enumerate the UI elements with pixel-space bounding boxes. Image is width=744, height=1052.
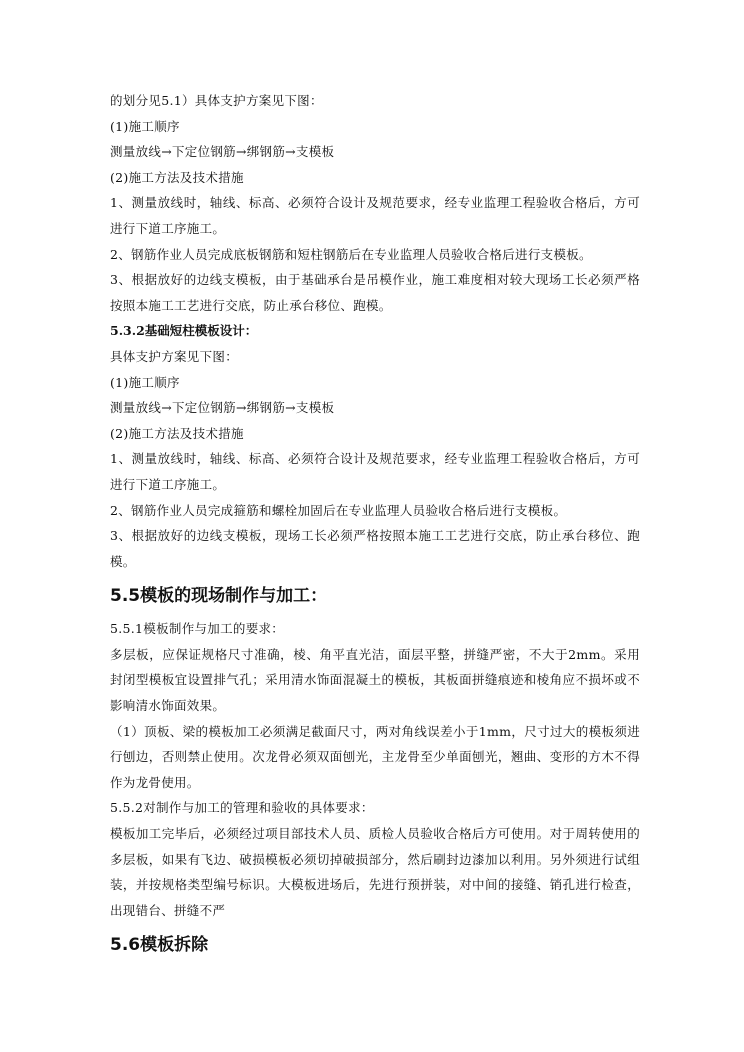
paragraph: 3、根据放好的边线支模板，现场工长必须严格按照本施工工艺进行交底，防止承台移位、跑模。 (110, 528, 640, 569)
text-line: 具体支护方案见下图： (110, 348, 239, 364)
text-line: (2)施工方法及技术措施 (110, 425, 244, 441)
paragraph: 1、测量放线时，轴线、标高、必须符合设计及规范要求，经专业监理工程验收合格后，方可进行下道工序施工。 (110, 195, 640, 236)
text-line: 测量放线→下定位钢筋→绑钢筋→支模板 (110, 400, 335, 416)
paragraph: 多层板，应保证规格尺寸准确，棱、角平直光洁，面层平整，拼缝严密，不大于2mm。采用封闭型模板宜设置排气孔；采用清水饰面混凝土的模板，其板面拼缝痕迹和棱角应不损坏或不影响清水饰面效果。 (110, 646, 640, 714)
paragraph: 模板加工完毕后，必须经过项目部技术人员、质检人员验收合格后方可使用。对于周转使用的多层板，如果有飞边、破损模板必须切掉破损部分，然后刷封边漆加以利用。另外须进行试组装，并按规格类型编号标识。大模板进场后，先进行预拼装，对中间的接缝、销孔进行检查，出现错台、拼缝不严 (110, 826, 640, 918)
text-line: 测量放线→下定位钢筋→绑钢筋→支模板 (110, 144, 335, 160)
section-heading-5-5: 5.5模板的现场制作与加工： (110, 586, 328, 607)
subsection-heading-5-5-2: 5.5.2对制作与加工的管理和验收的具体要求： (110, 800, 374, 816)
section-heading-5-3-2: 5.3.2基础短柱模板设计： (110, 323, 258, 339)
text-line: (1)施工顺序 (110, 118, 180, 134)
paragraph: （1）顶板、梁的模板加工必须满足截面尺寸，两对角线误差小于1mm，尺寸过大的模板须进行刨边，否则禁止使用。次龙骨必须双面刨光，主龙骨至少单面刨光，翘曲、变形的方木不得作为龙骨使用。 (110, 723, 640, 790)
subsection-heading-5-5-1: 5.5.1模板制作与加工的要求： (110, 621, 285, 637)
document-page (110, 88, 640, 965)
paragraph: 2、钢筋作业人员完成箍筋和螺栓加固后在专业监理人员验收合格后进行支模板。 (110, 502, 567, 518)
paragraph: 3、根据放好的边线支模板，由于基础承台是吊模作业，施工难度相对较大现场工长必须严格按照本施工工艺进行交底，防止承台移位、跑模。 (110, 272, 640, 313)
paragraph: 1、测量放线时，轴线、标高、必须符合设计及规范要求，经专业监理工程验收合格后，方可进行下道工序施工。 (110, 451, 640, 492)
section-heading-5-6: 5.6模板拆除 (110, 935, 209, 956)
text-line: (2)施工方法及技术措施 (110, 169, 244, 185)
text-line: 的划分见5.1）具体支护方案见下图： (110, 93, 323, 108)
paragraph: 2、钢筋作业人员完成底板钢筋和短柱钢筋后在专业监理人员验收合格后进行支模板。 (110, 246, 592, 262)
text-line: (1)施工顺序 (110, 374, 180, 390)
